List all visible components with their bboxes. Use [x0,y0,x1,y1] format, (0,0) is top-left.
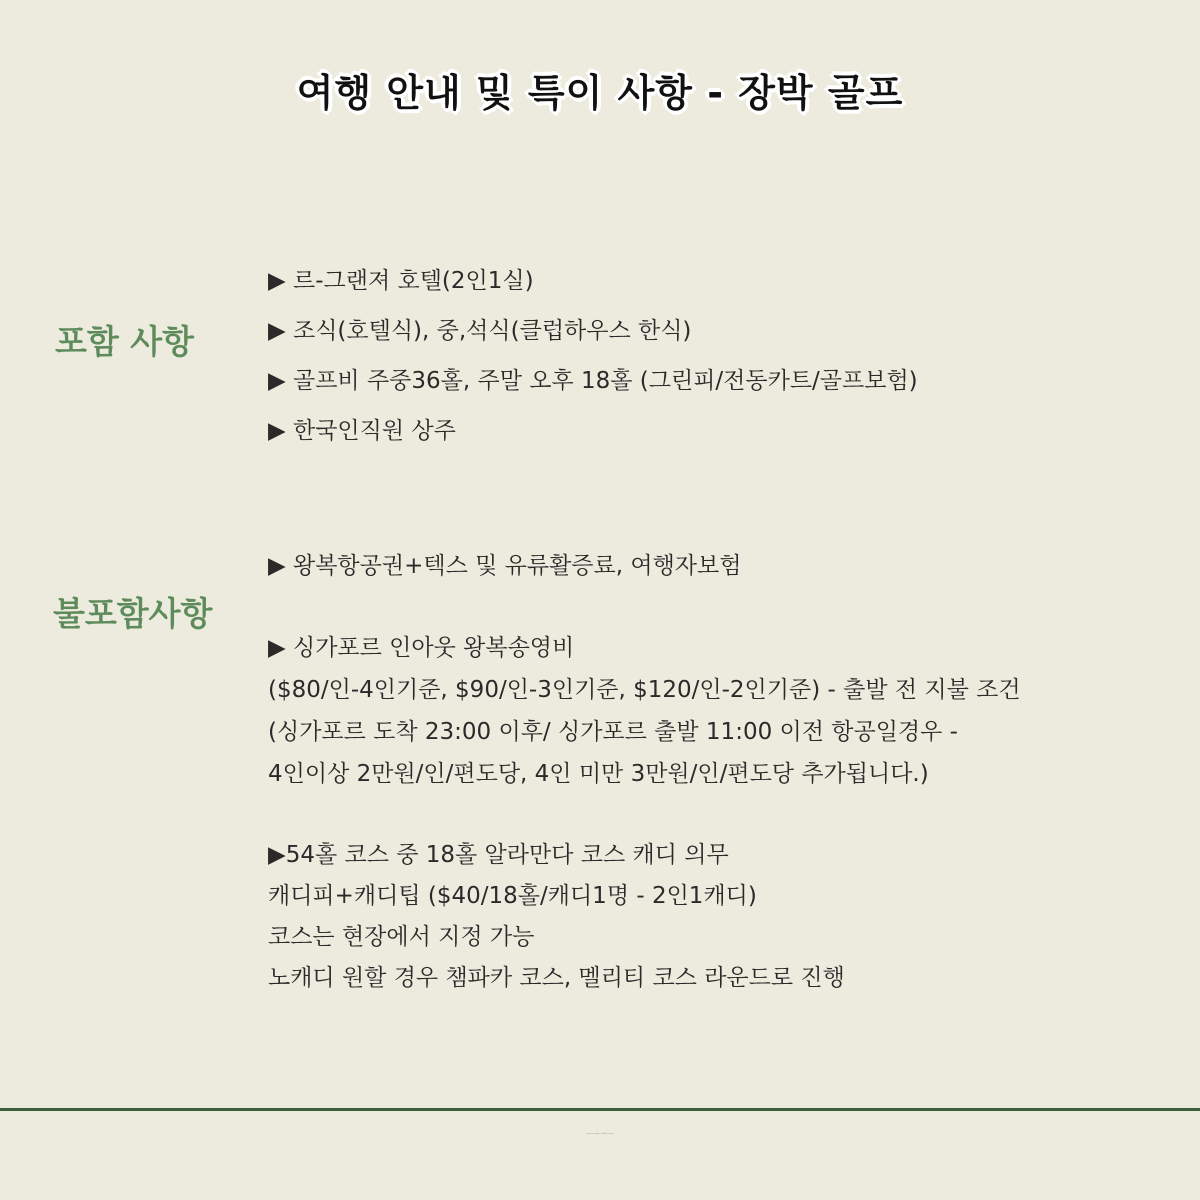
included-item: ▶ 한국인직원 상주 [268,418,456,444]
excluded-line: ($80/인-4인기준, $90/인-3인기준, $120/인-2인기준) - 출발 전 지불 조건 [268,677,1021,703]
excluded-line: 캐디피+캐디팁 ($40/18홀/캐디1명 - 2인1캐디) [268,883,757,909]
excluded-line: ▶ 싱가포르 인아웃 왕복송영비 [268,635,575,661]
footer-copyright: Copyright 2018 (주)명랑골프 스포츠매니지먼트 1522-9520 [586,1134,614,1135]
excluded-line: ▶ 왕복항공권+텍스 및 유류활증료, 여행자보험 [268,553,742,579]
included-item: ▶ 조식(호텔식), 중,석식(클럽하우스 한식) [268,318,692,344]
excluded-line: (싱가포르 도착 23:00 이후/ 싱가포르 출발 11:00 이전 항공일경우 - [268,719,958,745]
excluded-line: ▶54홀 코스 중 18홀 알라만다 코스 캐디 의무 [268,842,729,868]
footer-divider [0,1108,1200,1111]
included-item: ▶ 르-그랜져 호텔(2인1실) [268,268,534,294]
excluded-line: 4인이상 2만원/인/편도당, 4인 미만 3만원/인/편도당 추가됩니다.) [268,761,929,787]
included-section-label: 포함 사항 [55,322,195,361]
excluded-line: 노캐디 원할 경우 챔파카 코스, 멜리티 코스 라운드로 진행 [268,965,845,991]
included-item: ▶ 골프비 주중36홀, 주말 오후 18홀 (그린피/전동카트/골프보험) [268,368,918,394]
page-title: 여행 안내 및 특이 사항 - 장박 골프 [296,71,904,115]
excluded-section-label: 불포함사항 [53,594,213,633]
excluded-line: 코스는 현장에서 지정 가능 [268,924,535,950]
